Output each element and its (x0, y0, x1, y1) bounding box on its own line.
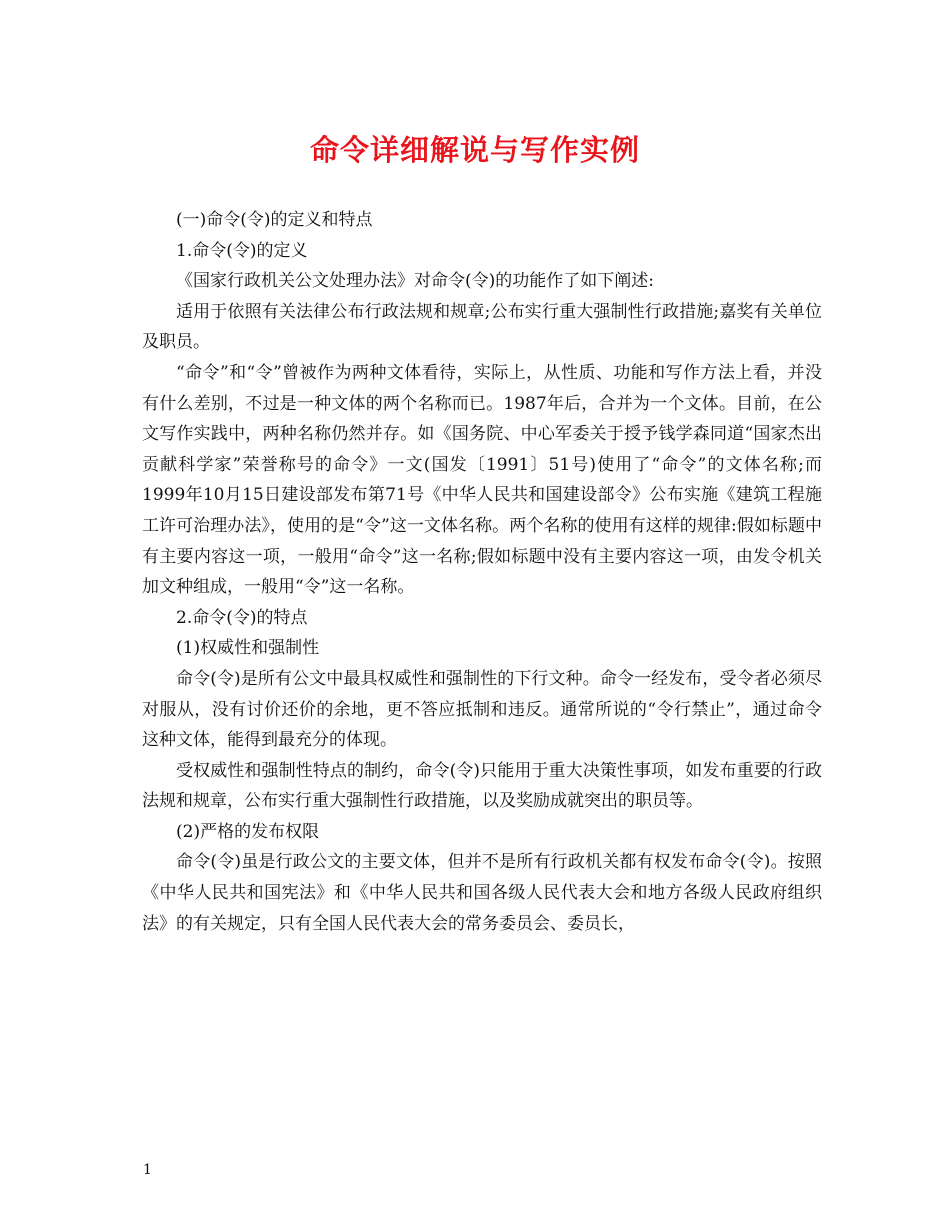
paragraph-subheading-definition: 1.命令(令)的定义 (176, 240, 308, 261)
paragraph-subheading-features: 2.命令(令)的特点 (176, 607, 308, 628)
paragraph: 命令(令)虽是行政公文的主要文体，但并不是所有行政机关都有权发布命令(令)。按照《中华人民共和国宪法》和《中华人民共和国各级人民代表大会和地方各级人民政府组织法》的有关规定，只有全国人民代表大会的常务委员会、委员长， (142, 852, 822, 934)
paragraph: 受权威性和强制性特点的制约，命令(令)只能用于重大决策性事项，如发布重要的行政法规和规章，公布实行重大强制性行政措施，以及奖励成就突出的职员等。 (142, 760, 822, 812)
paragraph-item-heading: (2)严格的发布权限 (176, 821, 320, 842)
paragraph: 《国家行政机关公文处理办法》对命令(令)的功能作了如下阐述: (176, 271, 654, 292)
document-title: 命令详细解说与写作实例 (309, 133, 640, 167)
paragraph: 命令(令)是所有公文中最具权威性和强制性的下行文种。命令一经发布，受令者必须尽对服从，没有讨价还价的余地，更不答应抵制和违反。通常所说的“令行禁止”，通过命令这种文体，能得到最充分的体现。 (142, 668, 822, 751)
document-body (142, 205, 822, 939)
page-number: 1 (143, 1162, 152, 1178)
paragraph: 适用于依照有关法律公布行政法规和规章;公布实行重大强制性行政措施;嘉奖有关单位及职员。 (142, 301, 822, 353)
paragraph: “命令”和“令”曾被作为两种文体看待，实际上，从性质、功能和写作方法上看，并没有什么差别，不过是一种文体的两个名称而已。1987年后，合并为一个文体。目前，在公文写作实践中，两种名称仍然并存。如《国务院、中心军委关于授予钱学森同道“国家杰出贡献科学家”荣誉称号的命令》一文(国发〔1991〕51号)使用了“命令”的文体名称;而1999年10月15日建设部发布第71号《中华人民共和国建设部令》公布实施《建筑工程施工许可治理办法》，使用的是“令”这一文体名称。两个名称的使用有这样的规律:假如标题中有主要内容这一项，一般用“命令”这一名称;假如标题中没有主要内容这一项，由发令机关加文种组成，一般用“令”这一名称。 (142, 362, 822, 598)
paragraph-section-heading: (一)命令(令)的定义和特点 (176, 210, 373, 230)
paragraph-item-heading: (1)权威性和强制性 (176, 638, 320, 659)
